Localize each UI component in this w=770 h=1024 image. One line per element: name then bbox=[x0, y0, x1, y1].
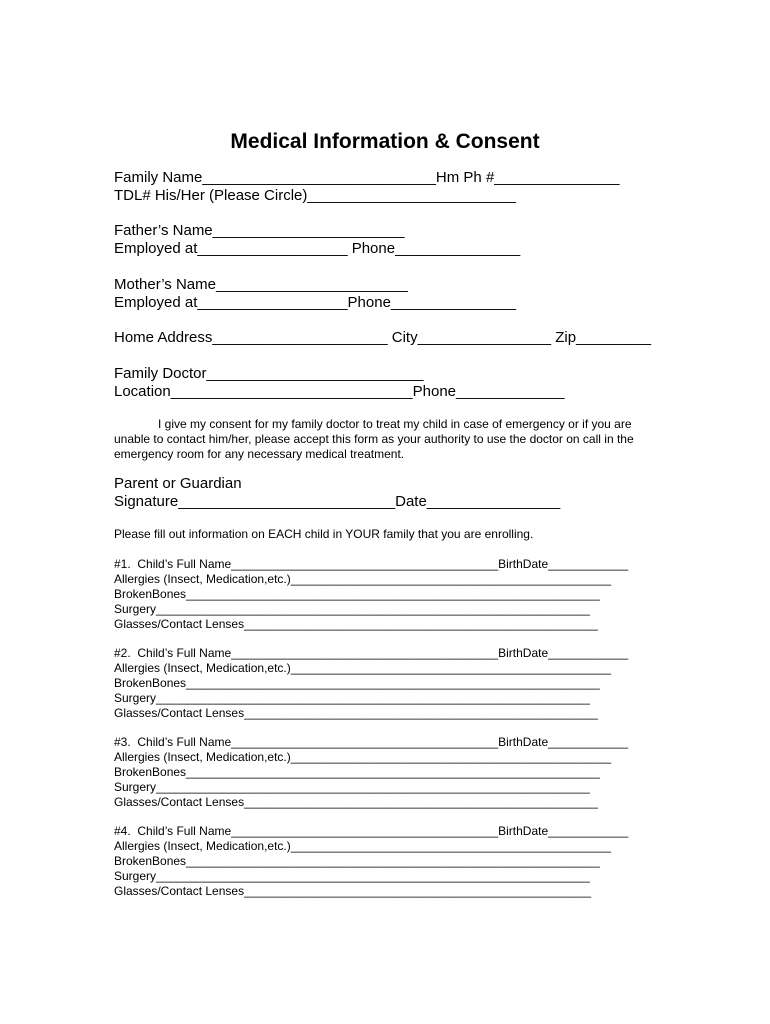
family-name-line: Family Name____________________________Hm Ph #_______________ bbox=[114, 169, 620, 186]
child-name-line: #4. Child’s Full Name________________________________________BirthDate____________ bbox=[114, 824, 629, 838]
child-allergies-line: Allergies (Insect, Medication,etc.)________________________________________________ bbox=[114, 750, 612, 764]
child-broken-bones-line: BrokenBones______________________________________________________________ bbox=[114, 587, 600, 601]
child-broken-bones-line: BrokenBones______________________________________________________________ bbox=[114, 676, 600, 690]
father-name-line: Father’s Name_______________________ bbox=[114, 222, 405, 239]
family-doctor-line: Family Doctor__________________________ bbox=[114, 365, 424, 382]
child-broken-bones-line: BrokenBones______________________________________________________________ bbox=[114, 765, 600, 779]
child-glasses-line: Glasses/Contact Lenses_____________________________________________________ bbox=[114, 617, 598, 631]
child-name-line: #1. Child’s Full Name________________________________________BirthDate____________ bbox=[114, 557, 629, 571]
child-name-line: #2. Child’s Full Name________________________________________BirthDate____________ bbox=[114, 646, 629, 660]
child-glasses-line: Glasses/Contact Lenses_____________________________________________________ bbox=[114, 795, 598, 809]
father-employed-line: Employed at__________________ Phone_______________ bbox=[114, 240, 521, 257]
child-name-line: #3. Child’s Full Name________________________________________BirthDate____________ bbox=[114, 735, 629, 749]
child-surgery-line: Surgery_________________________________________________________________ bbox=[114, 869, 590, 883]
child-allergies-line: Allergies (Insect, Medication,etc.)________________________________________________ bbox=[114, 661, 612, 675]
enrollment-instructions: Please fill out information on EACH child in YOUR family that you are enrolling. bbox=[114, 527, 534, 541]
child-surgery-line: Surgery_________________________________________________________________ bbox=[114, 780, 590, 794]
child-surgery-line: Surgery_________________________________________________________________ bbox=[114, 602, 590, 616]
mother-name-line: Mother’s Name_______________________ bbox=[114, 276, 408, 293]
consent-paragraph: I give my consent for my family doctor to treat my child in case of emergency or if you are unable to contact him/her, please accept this form as your authority to use the doctor on call in the emergency room for any necessary medical treatment. bbox=[114, 417, 634, 461]
mother-employed-line: Employed at__________________Phone_______________ bbox=[114, 294, 517, 311]
child-glasses-line: Glasses/Contact Lenses_____________________________________________________ bbox=[114, 706, 598, 720]
guardian-label: Parent or Guardian bbox=[114, 475, 242, 492]
doctor-location-line: Location_____________________________Phone_____________ bbox=[114, 383, 565, 400]
child-broken-bones-line: BrokenBones______________________________________________________________ bbox=[114, 854, 600, 868]
child-surgery-line: Surgery_________________________________________________________________ bbox=[114, 691, 590, 705]
guardian-signature-line: Signature__________________________Date________________ bbox=[114, 493, 561, 510]
page-title: Medical Information & Consent bbox=[230, 130, 540, 153]
home-address-line: Home Address_____________________ City________________ Zip_________ bbox=[114, 329, 652, 346]
child-allergies-line: Allergies (Insect, Medication,etc.)________________________________________________ bbox=[114, 839, 612, 853]
child-glasses-line: Glasses/Contact Lenses____________________________________________________ bbox=[114, 884, 592, 898]
tdl-line: TDL# His/Her (Please Circle)_________________________ bbox=[114, 187, 516, 204]
child-allergies-line: Allergies (Insect, Medication,etc.)________________________________________________ bbox=[114, 572, 612, 586]
